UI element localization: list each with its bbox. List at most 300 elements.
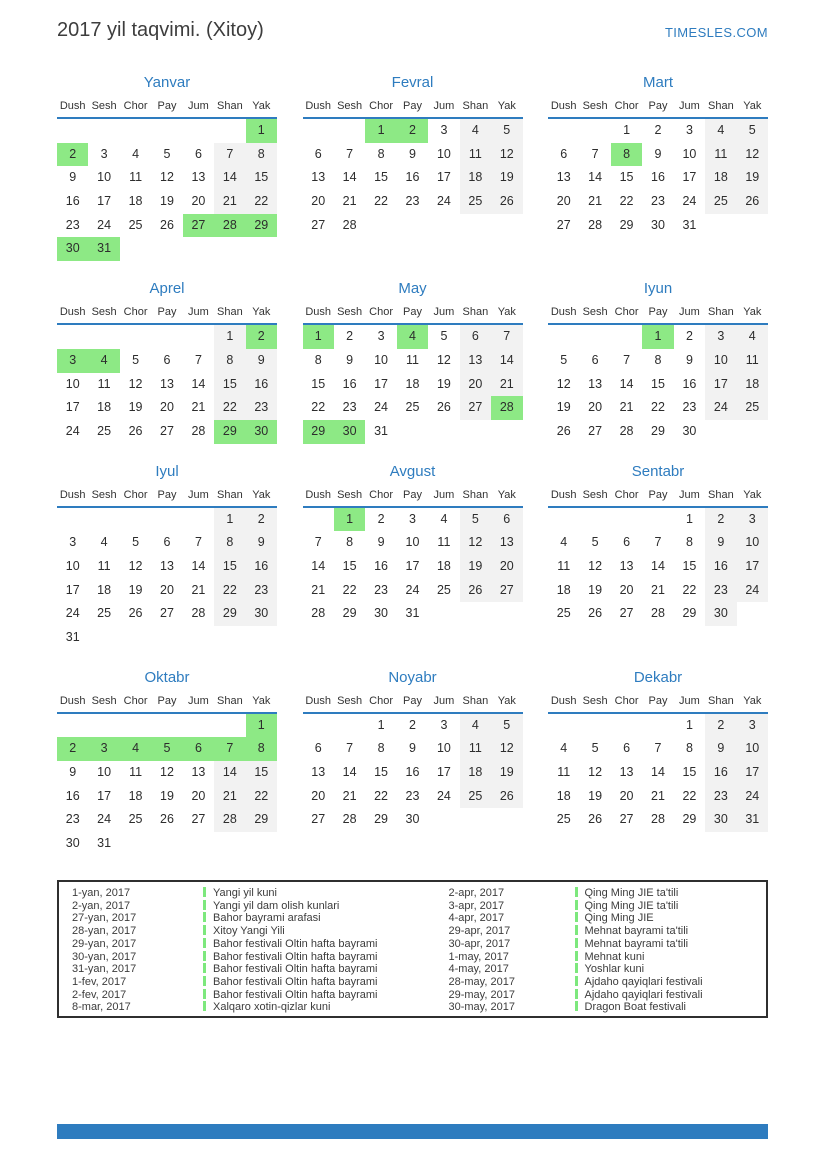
day-cell: 8 — [685, 535, 693, 550]
day-cell: 25 — [405, 400, 420, 415]
holiday-marker-icon — [203, 887, 206, 897]
weekday-shan: Shan — [462, 306, 489, 319]
day-cell: 23 — [705, 785, 736, 809]
weekday-sesh: Sesh — [337, 306, 363, 319]
weekday-chor: Chor — [369, 306, 393, 319]
day-cell: 28 — [191, 606, 206, 621]
day-cell: 8 — [346, 535, 354, 550]
day-cell: 25 — [128, 217, 143, 232]
week-row — [57, 119, 277, 143]
day-cell-empty — [642, 714, 673, 738]
day-cell: 28 — [214, 214, 245, 238]
weekday-sesh: Sesh — [337, 488, 363, 501]
day-cell: 25 — [460, 190, 491, 214]
weekday-yak: Yak — [743, 694, 762, 707]
week-row — [57, 396, 277, 420]
weekday-shan: Shan — [217, 488, 243, 501]
day-cell: 25 — [128, 812, 143, 827]
day-cell-empty — [214, 119, 245, 143]
legend-holiday-name: Xalqaro xotin-qizlar kuni — [213, 1001, 331, 1014]
day-cell: 24 — [436, 788, 451, 803]
day-cell: 15 — [214, 373, 245, 397]
day-cell: 9 — [654, 146, 662, 161]
weekday-sesh: Sesh — [91, 694, 117, 707]
site-link[interactable]: TIMESLES.COM — [664, 25, 768, 40]
day-cell: 23 — [374, 582, 389, 597]
weekday-header — [57, 489, 277, 508]
day-cell: 20 — [619, 582, 634, 597]
day-cell: 4 — [737, 325, 768, 349]
day-cell: 20 — [311, 788, 326, 803]
weekday-yak: Yak — [252, 100, 271, 112]
weekday-chor: Chor — [123, 100, 148, 112]
day-cell: 22 — [619, 194, 634, 209]
week-row — [303, 190, 523, 214]
weekday-shan: Shan — [708, 100, 734, 112]
day-cell: 7 — [214, 737, 245, 761]
week-row — [548, 602, 768, 626]
day-cell: 11 — [129, 765, 143, 780]
legend-entry — [59, 900, 413, 913]
day-cell: 24 — [65, 423, 80, 438]
day-cell: 11 — [437, 535, 451, 550]
weekday-jum: Jum — [679, 694, 700, 707]
day-cell-empty — [705, 420, 736, 444]
day-cell-empty — [214, 626, 245, 650]
legend-date: 2-apr, 2017 — [448, 887, 505, 899]
day-cell: 31 — [97, 836, 112, 851]
day-cell: 8 — [685, 741, 693, 756]
week-row — [303, 761, 523, 785]
day-cell: 9 — [346, 352, 354, 367]
day-cell: 2 — [377, 511, 385, 526]
day-cell-empty — [214, 832, 245, 856]
week-row — [57, 832, 277, 856]
legend-holiday-name: Qing Ming JIE — [584, 912, 654, 925]
day-cell-empty — [183, 626, 214, 650]
legend-entry — [59, 951, 413, 964]
week-row — [548, 785, 768, 809]
weekday-pay: Pay — [403, 100, 422, 112]
weekday-dush: Dush — [59, 306, 86, 319]
day-cell: 6 — [460, 325, 491, 349]
holiday-marker-icon — [575, 976, 578, 986]
day-cell: 15 — [619, 170, 634, 185]
day-cell: 10 — [705, 349, 736, 373]
day-cell: 11 — [557, 558, 571, 573]
day-cell: 8 — [377, 741, 385, 756]
day-cell-empty — [120, 119, 151, 143]
week-row — [57, 579, 277, 603]
day-cell-empty — [246, 237, 277, 261]
week-row — [303, 579, 523, 603]
day-cell-empty — [737, 420, 768, 444]
day-cell-empty — [460, 214, 491, 238]
day-cell: 9 — [409, 741, 416, 756]
week-row — [303, 214, 523, 238]
holiday-marker-icon — [575, 938, 578, 948]
legend-date: 28-may, 2017 — [448, 975, 515, 988]
weekday-jum: Jum — [188, 100, 209, 112]
day-cell: 22 — [246, 785, 277, 809]
day-cell: 18 — [556, 582, 571, 597]
day-cell: 14 — [191, 558, 206, 573]
legend-date: 1-may, 2017 — [448, 950, 509, 963]
day-cell: 9 — [246, 349, 277, 373]
day-cell-empty — [88, 508, 119, 532]
month-title: Aprel — [149, 280, 185, 298]
day-cell: 1 — [214, 325, 245, 349]
day-cell: 4 — [460, 714, 491, 738]
weekday-header — [303, 695, 523, 714]
holiday-marker-icon — [575, 925, 578, 935]
week-row — [57, 555, 277, 579]
month-oktabr — [57, 669, 277, 856]
day-cell: 8 — [654, 352, 662, 367]
day-cell-empty — [579, 508, 610, 532]
legend-holiday-name: Bahor festivali Oltin hafta bayrami — [213, 988, 378, 1001]
day-cell: 22 — [342, 582, 357, 597]
weekday-dush: Dush — [59, 488, 86, 501]
day-cell: 12 — [160, 765, 174, 780]
day-cell-empty — [151, 626, 182, 650]
weekday-pay: Pay — [157, 100, 177, 112]
day-cell: 18 — [436, 558, 451, 573]
holiday-marker-icon — [203, 1001, 206, 1011]
day-cell-empty — [428, 214, 459, 238]
day-cell: 1 — [214, 508, 245, 532]
day-cell: 24 — [405, 582, 420, 597]
month-title: Fevral — [391, 74, 434, 91]
day-cell: 4 — [560, 535, 568, 550]
day-cell: 3 — [409, 511, 416, 526]
day-cell-empty — [214, 237, 245, 261]
day-cell: 4 — [120, 737, 151, 761]
day-cell: 31 — [374, 423, 389, 438]
week-row — [303, 531, 523, 555]
day-cell: 18 — [128, 788, 143, 803]
day-cell: 20 — [160, 582, 174, 597]
month-title: Iyul — [155, 462, 179, 480]
day-cell: 24 — [436, 194, 451, 209]
legend-date: 30-may, 2017 — [448, 1001, 515, 1014]
day-cell: 11 — [737, 349, 768, 373]
day-cell: 29 — [682, 812, 697, 827]
day-cell: 30 — [705, 808, 736, 832]
day-cell: 26 — [160, 217, 174, 232]
day-cell: 20 — [619, 788, 634, 803]
day-cell: 12 — [556, 376, 571, 391]
day-cell: 11 — [406, 352, 419, 367]
weekday-dush: Dush — [305, 306, 332, 319]
weekday-shan: Shan — [217, 694, 243, 707]
day-cell: 29 — [303, 420, 334, 444]
week-row — [57, 808, 277, 832]
month-noyabr — [303, 669, 523, 832]
weekday-pay: Pay — [648, 488, 668, 501]
week-row — [303, 785, 523, 809]
month-sentabr — [548, 463, 768, 626]
day-cell: 30 — [246, 420, 277, 444]
holiday-marker-icon — [203, 900, 206, 910]
day-cell: 16 — [651, 170, 665, 185]
legend-entry — [413, 963, 767, 976]
day-cell: 13 — [311, 170, 326, 185]
week-row — [303, 602, 523, 626]
day-cell-empty — [57, 714, 88, 738]
day-cell: 6 — [591, 352, 599, 367]
footer-bar — [57, 1124, 768, 1139]
legend-holiday-name: Bahor festivali Oltin hafta bayrami — [213, 975, 378, 988]
weekday-dush: Dush — [59, 694, 86, 707]
day-cell: 6 — [194, 146, 202, 161]
day-cell-empty — [548, 119, 579, 143]
day-cell: 7 — [654, 535, 662, 550]
day-cell: 5 — [491, 119, 522, 143]
day-cell: 9 — [377, 535, 385, 550]
day-cell: 20 — [191, 194, 206, 209]
day-cell: 29 — [342, 606, 357, 621]
weekday-yak: Yak — [497, 488, 516, 501]
day-cell: 18 — [737, 373, 768, 397]
day-cell: 13 — [556, 170, 571, 185]
day-cell: 14 — [342, 170, 357, 185]
week-row — [303, 420, 523, 444]
day-cell: 15 — [651, 376, 665, 391]
day-cell: 13 — [191, 765, 206, 780]
day-cell: 26 — [128, 606, 143, 621]
day-cell: 3 — [88, 737, 119, 761]
day-cell-empty — [428, 420, 459, 444]
day-cell: 17 — [705, 373, 736, 397]
day-cell: 21 — [191, 400, 206, 415]
month-may — [303, 280, 523, 443]
day-cell: 13 — [311, 765, 326, 780]
day-cell: 25 — [556, 812, 571, 827]
weekday-shan: Shan — [462, 488, 489, 501]
day-cell: 18 — [705, 166, 736, 190]
day-cell: 29 — [246, 214, 277, 238]
weekday-dush: Dush — [305, 488, 332, 501]
day-cell: 13 — [160, 558, 174, 573]
day-cell: 25 — [460, 785, 491, 809]
day-cell: 1 — [642, 325, 673, 349]
week-row — [57, 602, 277, 626]
day-cell: 12 — [128, 376, 143, 391]
legend-date: 30-yan, 2017 — [72, 950, 137, 963]
day-cell-empty — [151, 508, 182, 532]
week-row — [303, 737, 523, 761]
day-cell: 22 — [214, 396, 245, 420]
holiday-marker-icon — [203, 912, 206, 922]
weekday-jum: Jum — [433, 488, 455, 501]
day-cell: 14 — [588, 170, 603, 185]
day-cell: 19 — [436, 376, 451, 391]
day-cell: 16 — [405, 765, 420, 780]
day-cell: 14 — [651, 765, 665, 780]
week-row — [57, 143, 277, 167]
month-title: Yanvar — [143, 74, 191, 91]
day-cell: 10 — [65, 376, 80, 391]
day-cell: 7 — [346, 741, 354, 756]
day-cell: 20 — [460, 373, 491, 397]
day-cell: 26 — [128, 423, 143, 438]
day-cell-empty — [460, 420, 491, 444]
month-dekabr — [548, 669, 768, 832]
day-cell-empty — [246, 626, 277, 650]
day-cell: 27 — [183, 214, 214, 238]
weekday-header — [57, 306, 277, 325]
week-row — [57, 325, 277, 349]
weekday-shan: Shan — [708, 694, 734, 707]
weekday-header — [548, 489, 768, 508]
holiday-marker-icon — [575, 900, 578, 910]
day-cell-empty — [246, 832, 277, 856]
weekday-yak: Yak — [743, 100, 762, 112]
legend-entry — [59, 989, 413, 1002]
month-title: Dekabr — [633, 668, 683, 686]
day-cell: 19 — [128, 400, 143, 415]
day-cell: 25 — [705, 190, 736, 214]
day-cell: 13 — [191, 170, 206, 185]
months-grid — [57, 74, 768, 856]
legend-entry — [413, 900, 767, 913]
weekday-jum: Jum — [433, 694, 455, 707]
day-cell: 10 — [65, 558, 80, 573]
month-title: Noyabr — [388, 668, 437, 686]
day-cell: 20 — [160, 400, 174, 415]
weekday-jum: Jum — [188, 306, 209, 319]
week-row — [57, 761, 277, 785]
day-cell: 10 — [436, 146, 451, 161]
weekday-pay: Pay — [648, 694, 668, 707]
day-cell-empty — [428, 808, 459, 832]
day-cell-empty — [334, 119, 365, 143]
weekday-dush: Dush — [550, 306, 577, 319]
day-cell: 29 — [246, 808, 277, 832]
day-cell: 21 — [651, 788, 665, 803]
day-cell-empty — [183, 325, 214, 349]
day-cell: 19 — [556, 400, 571, 415]
week-row — [548, 761, 768, 785]
day-cell: 14 — [214, 166, 245, 190]
weekday-chor: Chor — [614, 306, 639, 319]
weekday-header — [303, 306, 523, 325]
holiday-marker-icon — [575, 989, 578, 999]
day-cell: 4 — [100, 535, 108, 550]
day-cell: 9 — [705, 737, 736, 761]
day-cell: 12 — [460, 531, 491, 555]
weekday-shan: Shan — [462, 694, 489, 707]
day-cell-empty — [214, 714, 245, 738]
day-cell: 17 — [682, 170, 697, 185]
day-cell: 5 — [591, 741, 599, 756]
week-row — [548, 349, 768, 373]
legend-holiday-name: Bahor bayrami arafasi — [213, 912, 321, 925]
weekday-sesh: Sesh — [91, 488, 117, 501]
day-cell: 3 — [705, 325, 736, 349]
day-cell: 12 — [588, 558, 603, 573]
legend-entry — [59, 1001, 413, 1014]
day-cell: 23 — [342, 400, 357, 415]
day-cell: 8 — [314, 352, 322, 367]
day-cell: 6 — [623, 741, 631, 756]
day-cell: 3 — [377, 329, 385, 344]
day-cell: 24 — [97, 217, 112, 232]
day-cell: 5 — [132, 535, 140, 550]
day-cell-empty — [88, 325, 119, 349]
day-cell: 5 — [491, 714, 522, 738]
day-cell: 21 — [214, 190, 245, 214]
day-cell-empty — [57, 119, 88, 143]
day-cell: 2 — [409, 717, 416, 732]
day-cell: 3 — [440, 123, 448, 137]
weekday-header — [303, 100, 523, 119]
weekday-shan: Shan — [217, 306, 243, 319]
legend-entry — [59, 938, 413, 951]
day-cell: 6 — [314, 741, 322, 756]
day-cell: 16 — [705, 555, 736, 579]
day-cell-empty — [397, 214, 428, 238]
legend-holiday-name: Ajdaho qayiqlari festivali — [584, 988, 703, 1001]
day-cell-empty — [120, 508, 151, 532]
weekday-chor: Chor — [614, 488, 639, 501]
day-cell: 1 — [303, 325, 334, 349]
weekday-dush: Dush — [550, 694, 577, 707]
day-cell: 16 — [246, 373, 277, 397]
week-row — [548, 579, 768, 603]
legend-date: 28-yan, 2017 — [72, 925, 137, 938]
day-cell: 2 — [246, 325, 277, 349]
day-cell: 17 — [97, 788, 112, 803]
weekday-header — [57, 695, 277, 714]
day-cell-empty — [120, 325, 151, 349]
legend-entry — [59, 963, 413, 976]
day-cell: 30 — [334, 420, 365, 444]
legend-holiday-name: Yangi yil kuni — [213, 887, 277, 899]
weekday-dush: Dush — [550, 100, 577, 112]
day-cell: 5 — [560, 352, 568, 367]
week-row — [548, 508, 768, 532]
day-cell: 10 — [682, 146, 697, 161]
legend-entry — [413, 989, 767, 1002]
day-cell: 21 — [491, 373, 522, 397]
week-row — [303, 555, 523, 579]
month-title: Oktabr — [144, 668, 190, 686]
week-row — [548, 420, 768, 444]
day-cell-empty — [334, 714, 365, 738]
week-row — [57, 420, 277, 444]
weekday-pay: Pay — [157, 306, 177, 319]
weekday-jum: Jum — [433, 100, 455, 112]
week-row — [548, 531, 768, 555]
day-cell: 10 — [737, 737, 768, 761]
day-cell-empty — [88, 626, 119, 650]
day-cell: 28 — [651, 812, 665, 827]
day-cell: 20 — [311, 194, 326, 209]
day-cell: 19 — [460, 555, 491, 579]
legend-date: 29-apr, 2017 — [448, 925, 511, 938]
day-cell: 23 — [682, 400, 697, 415]
holiday-legend — [57, 880, 768, 1018]
week-row — [303, 119, 523, 143]
week-row — [548, 143, 768, 167]
weekday-dush: Dush — [59, 100, 86, 112]
weekday-jum: Jum — [679, 488, 700, 501]
day-cell-empty — [120, 237, 151, 261]
day-cell: 7 — [194, 352, 202, 367]
month-aprel — [57, 280, 277, 443]
